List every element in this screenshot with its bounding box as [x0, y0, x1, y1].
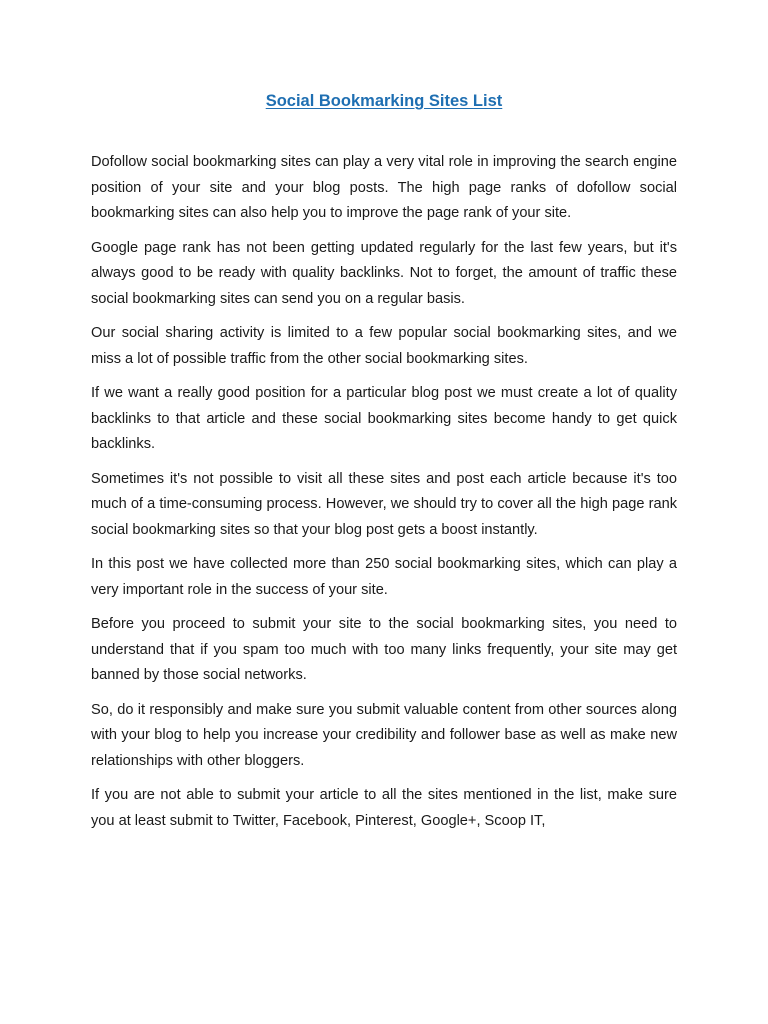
paragraph: Google page rank has not been getting updated regularly for the last few years, but it's always good to be ready with quality backlinks. Not to forget, the amount of traffic these social bookmarking sites can send you on a regular basis. — [91, 239, 677, 307]
paragraph: In this post we have collected more than 250 social bookmarking sites, which can play a very important role in the success of your site. — [91, 556, 677, 598]
paragraph: If you are not able to submit your article to all the sites mentioned in the list, make sure you at least submit to Twitter, Facebook, Pinterest, Google+, Scoop IT, — [91, 787, 677, 829]
paragraph: So, do it responsibly and make sure you submit valuable content from other sources along with your blog to help you increase your credibility and follower base as well as make new relationships with other bloggers. — [91, 701, 677, 769]
paragraph: Dofollow social bookmarking sites can play a very vital role in improving the search engine position of your site and your blog posts. The high page ranks of dofollow social bookmarking sites can also help you to improve the page rank of your site. — [91, 154, 677, 221]
paragraph: Before you proceed to submit your site to the social bookmarking sites, you need to understand that if you spam too much with too many links frequently, your site may get banned by those social networks. — [91, 616, 677, 683]
paragraph: Our social sharing activity is limited to a few popular social bookmarking sites, and we miss a lot of possible traffic from the other social bookmarking sites. — [91, 325, 677, 367]
document-title: Social Bookmarking Sites List — [265, 92, 503, 110]
paragraph: If we want a really good position for a particular blog post we must create a lot of quality backlinks to that article and these social bookmarking sites become handy to get quick backlinks. — [91, 385, 677, 452]
document-body — [91, 150, 677, 843]
paragraph: Sometimes it's not possible to visit all these sites and post each article because it's too much of a time-consuming process. However, we should try to cover all the high page rank social bookmarking sites so that your blog post gets a boost instantly. — [91, 470, 677, 538]
